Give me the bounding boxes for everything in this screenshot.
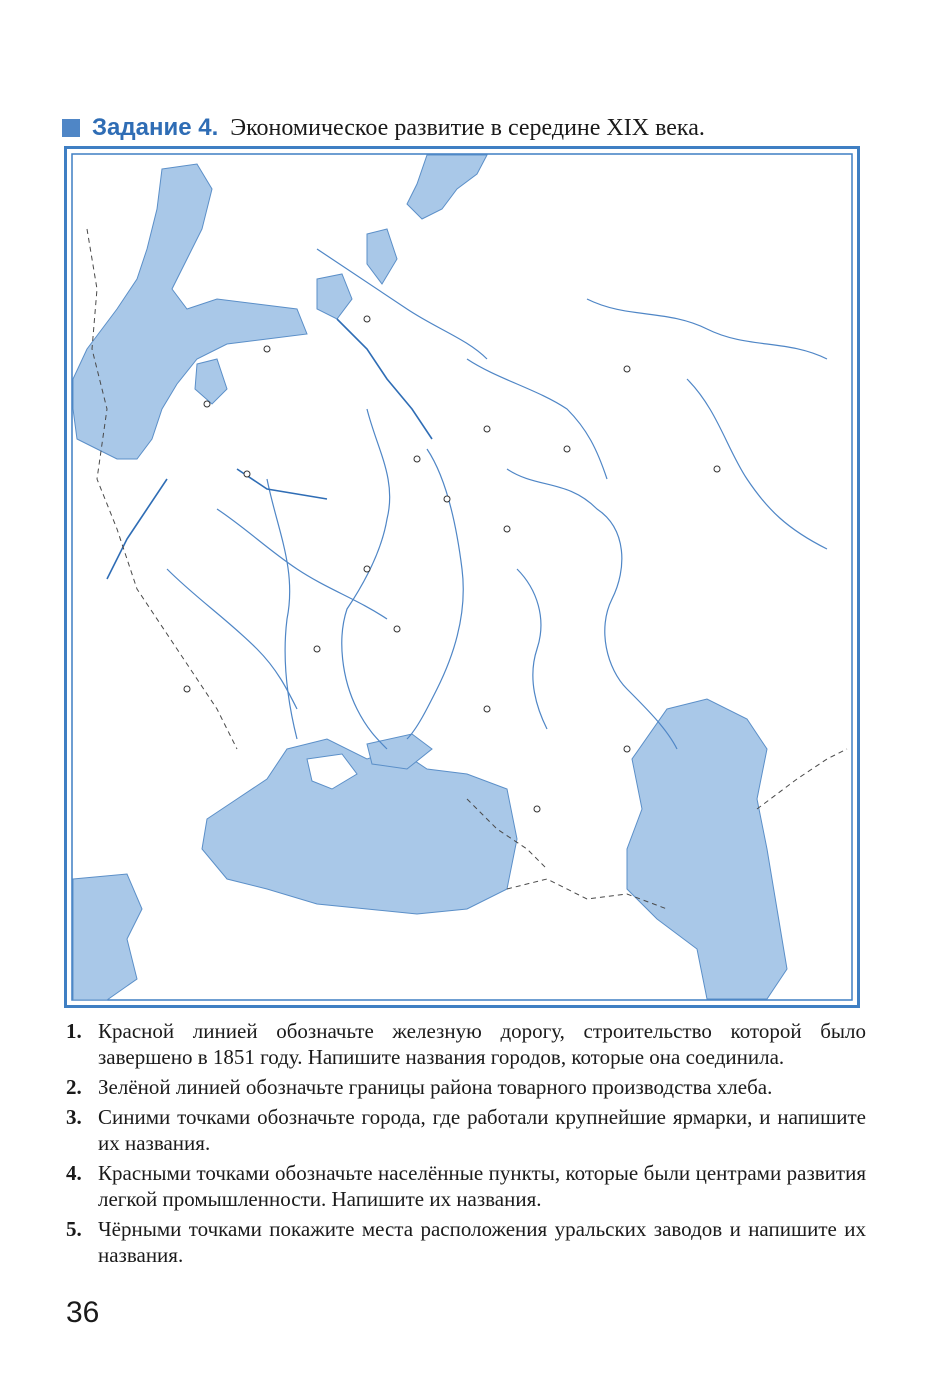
task-text: Зелёной линией обозначьте границы района товарного производства хлеба. bbox=[98, 1075, 773, 1099]
black-sea bbox=[202, 739, 517, 914]
task-number: 4. bbox=[66, 1161, 82, 1185]
map-canvas bbox=[67, 149, 857, 1005]
task-number: 5. bbox=[66, 1217, 82, 1241]
task-header bbox=[62, 112, 705, 144]
list-item bbox=[66, 1160, 866, 1212]
list-item bbox=[66, 1216, 866, 1268]
task-title: Экономическое развитие в середине XIX века. bbox=[230, 114, 705, 141]
baltic-sea bbox=[73, 164, 307, 459]
aegean-sea bbox=[73, 874, 142, 1000]
cities bbox=[184, 316, 720, 812]
task-text: Красной линией обозначьте железную дорогу, строительство которой было завершено в 1851 году. Напишите названия городов, которые она соединила. bbox=[98, 1019, 866, 1069]
task-text: Синими точками обозначьте города, где работали крупнейшие ярмарки, и напишите их названия. bbox=[98, 1105, 866, 1155]
page-number: 36 bbox=[66, 1296, 100, 1329]
onega-lake bbox=[367, 229, 397, 284]
list-item bbox=[66, 1018, 866, 1070]
list-item bbox=[66, 1104, 866, 1156]
task-text: Красными точками обозначьте населённые пункты, которые были центрами развития легкой промышленности. Напишите их названия. bbox=[98, 1161, 866, 1211]
contour-map bbox=[64, 146, 860, 1008]
square-bullet-icon bbox=[62, 119, 80, 137]
task-label: Задание 4. bbox=[92, 114, 219, 141]
task-list bbox=[66, 1018, 866, 1272]
task-number: 3. bbox=[66, 1105, 82, 1129]
caspian-sea bbox=[627, 699, 787, 999]
list-item bbox=[66, 1074, 866, 1100]
task-text: Чёрными точками покажите места расположения уральских заводов и напишите их названия. bbox=[98, 1217, 866, 1267]
sea-of-azov bbox=[367, 734, 432, 769]
task-number: 2. bbox=[66, 1075, 82, 1099]
ladoga-lake bbox=[317, 274, 352, 319]
white-sea bbox=[407, 155, 487, 219]
task-number: 1. bbox=[66, 1019, 82, 1043]
